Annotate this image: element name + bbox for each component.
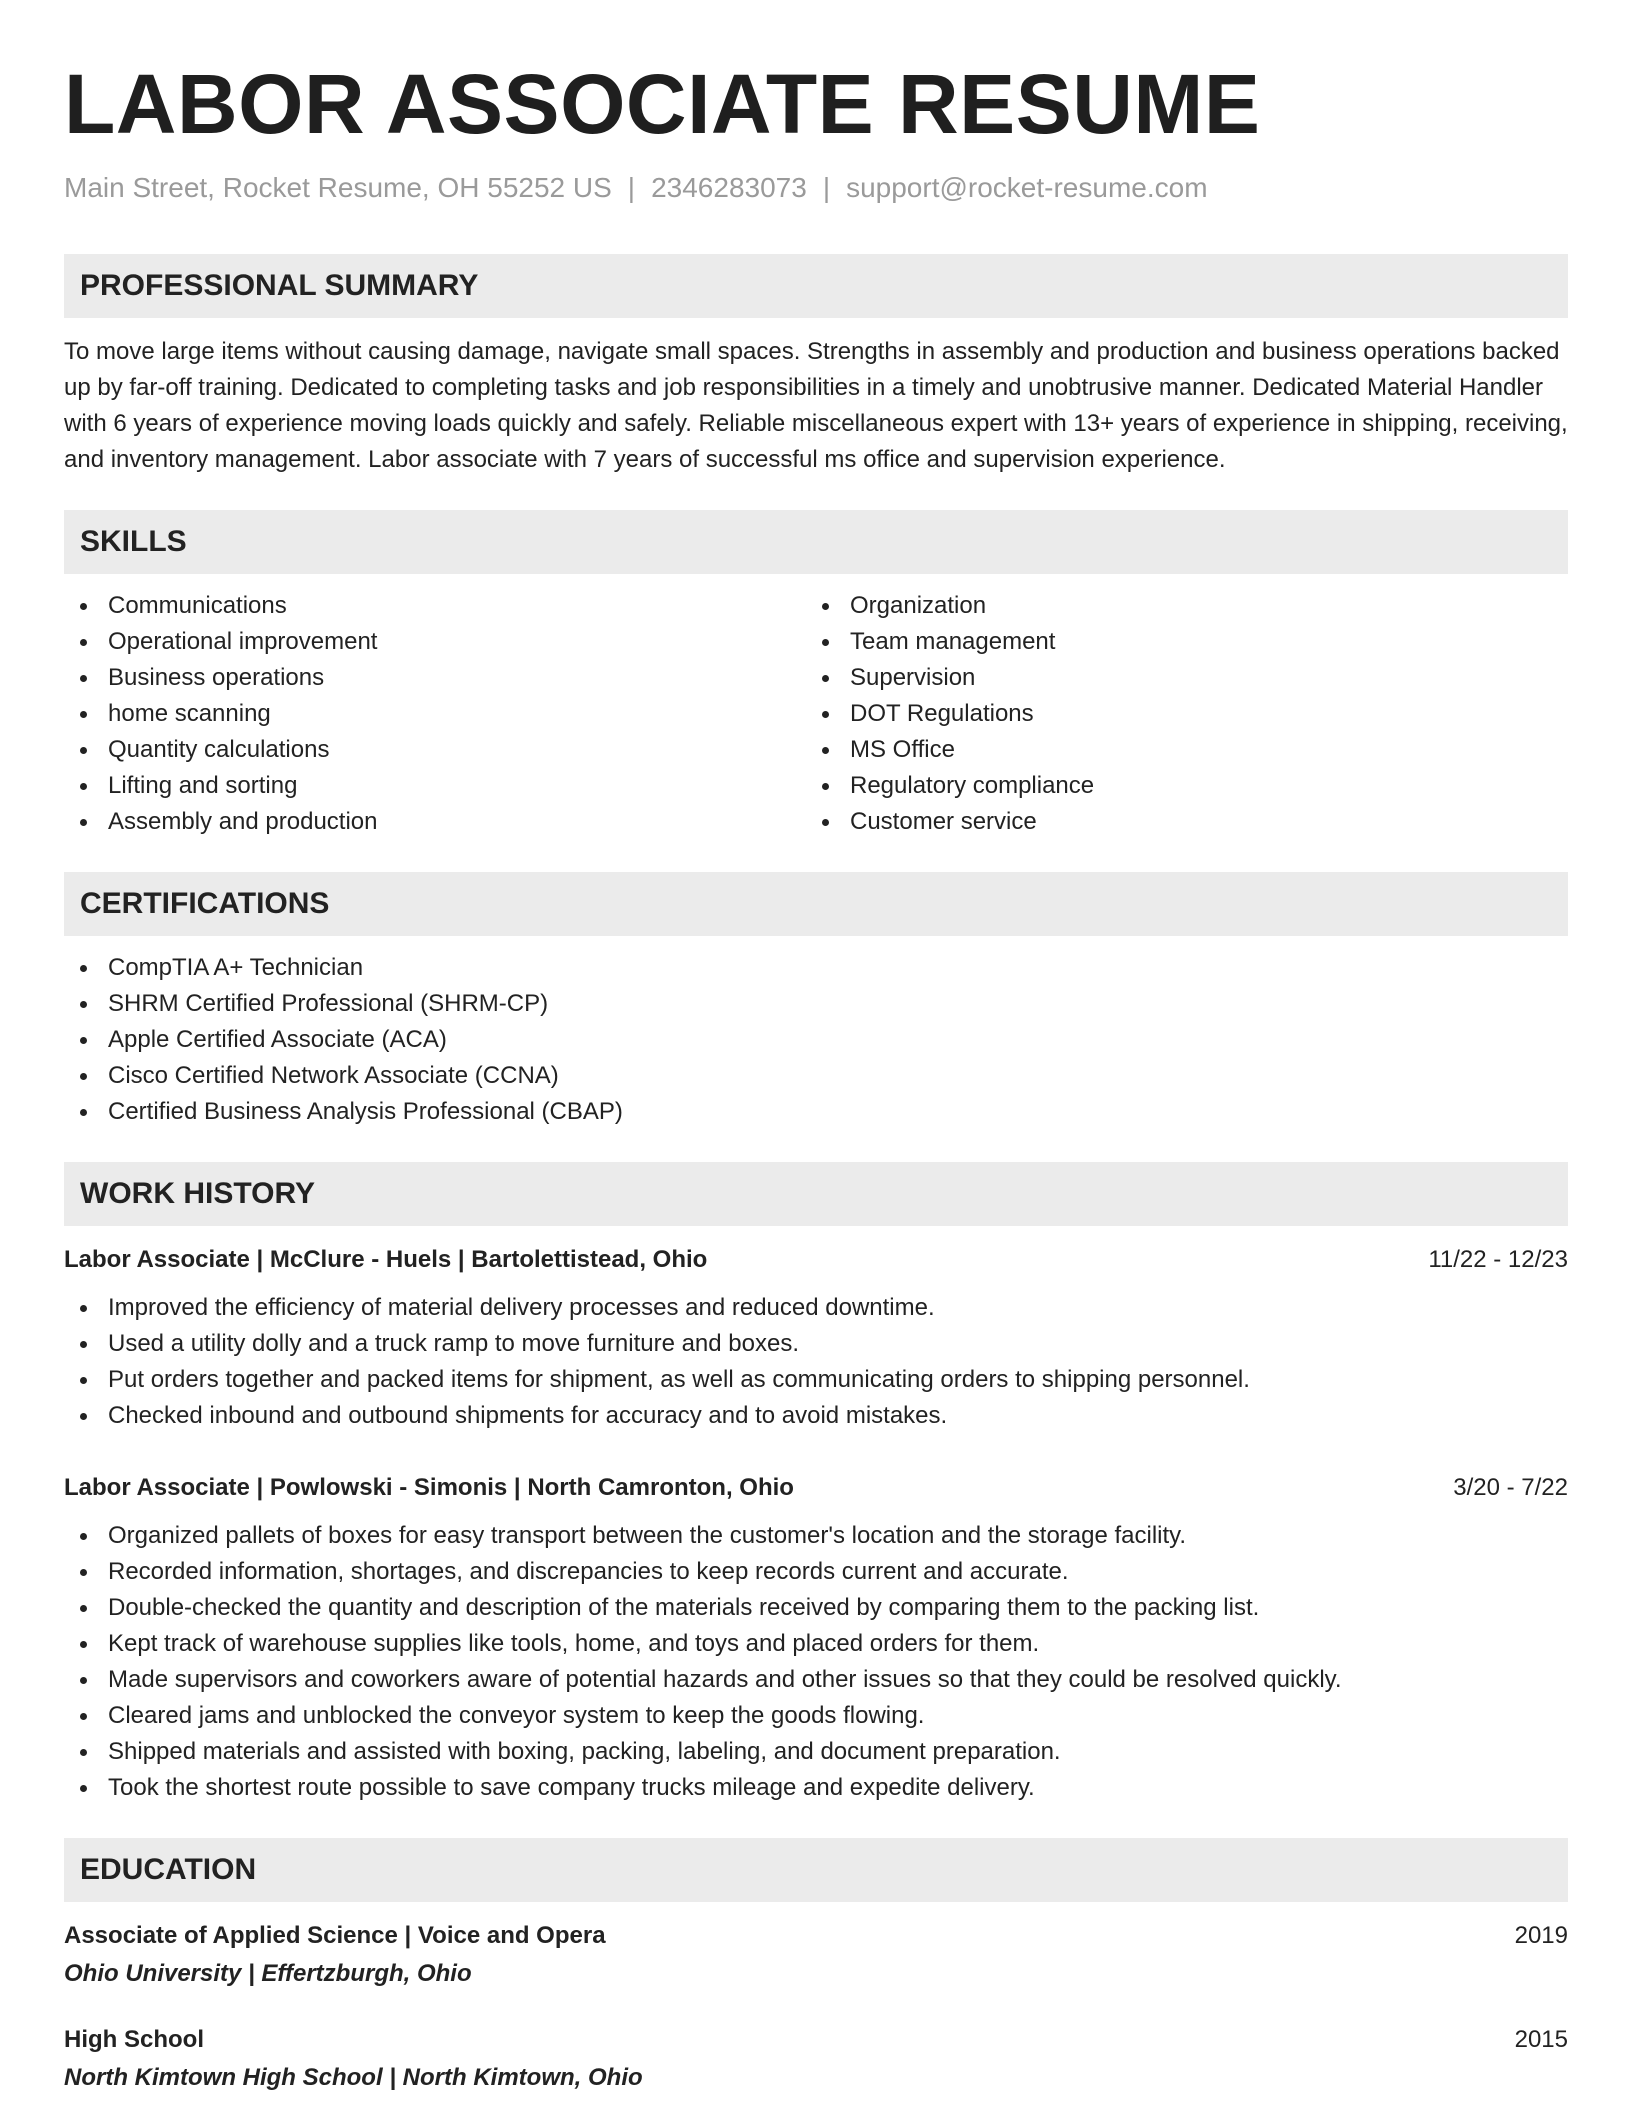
job-bullet: Improved the efficiency of material delivery processes and reduced downtime.: [64, 1290, 1568, 1326]
contact-address: Main Street, Rocket Resume, OH 55252 US: [64, 172, 612, 203]
certification-item: Certified Business Analysis Professional (CBAP): [64, 1094, 1568, 1130]
education-school: North Kimtown High School | North Kimtown, Ohio: [64, 2064, 643, 2091]
skill-item: MS Office: [806, 732, 1548, 768]
job-dates: 11/22 - 12/23: [1428, 1246, 1568, 1273]
job-bullet: Put orders together and packed items for shipment, as well as communicating orders to shipping personnel.: [64, 1362, 1568, 1398]
skill-item: Quantity calculations: [64, 732, 806, 768]
contact-separator: |: [822, 172, 831, 203]
contact-separator: |: [627, 172, 636, 203]
work-history-section: [64, 1162, 1568, 1806]
resume-title: LABOR ASSOCIATE RESUME: [64, 57, 1261, 151]
education-header: [64, 1916, 1568, 1956]
job-dates: 3/20 - 7/22: [1453, 1474, 1568, 1501]
certification-item: SHRM Certified Professional (SHRM-CP): [64, 986, 1568, 1022]
job-bullet: Made supervisors and coworkers aware of potential hazards and other issues so that they could be resolved quickly.: [64, 1662, 1568, 1698]
contact-email: support@rocket-resume.com: [846, 172, 1208, 203]
job-title: Labor Associate | McClure - Huels | Bartolettistead, Ohio: [64, 1246, 708, 1273]
skill-item: Customer service: [806, 804, 1548, 840]
education-degree: High School: [64, 2026, 204, 2053]
contact-line: [64, 172, 1568, 204]
job-bullet: Took the shortest route possible to save company trucks mileage and expedite delivery.: [64, 1770, 1568, 1806]
job-entry: [64, 1240, 1568, 1434]
certification-item: Apple Certified Associate (ACA): [64, 1022, 1568, 1058]
certification-item: Cisco Certified Network Associate (CCNA): [64, 1058, 1568, 1094]
skill-item: Regulatory compliance: [806, 768, 1548, 804]
skill-item: Supervision: [806, 660, 1548, 696]
skills-list-right: [806, 588, 1548, 840]
skill-item: Operational improvement: [64, 624, 806, 660]
education-degree: Associate of Applied Science | Voice and Opera: [64, 1922, 606, 1949]
job-bullet: Cleared jams and unblocked the conveyor system to keep the goods flowing.: [64, 1698, 1568, 1734]
section-heading: EDUCATION: [64, 1838, 1568, 1902]
certifications-list: [64, 950, 1568, 1130]
skill-item: Team management: [806, 624, 1548, 660]
summary-text: To move large items without causing damage, navigate small spaces. Strengths in assembly and production and business operations backed up by far-off training. Dedicated to completing tasks and job responsibilities in a timely and unobtrusive manner. Dedicated Material Handler with 6 years of experience moving loads quickly and safely. Reliable miscellaneous expert with 13+ years of experience in shipping, receiving, and inventory management. Labor associate with 7 years of successful ms office and supervision experience.: [64, 338, 1568, 473]
job-bullets: [64, 1518, 1568, 1806]
certification-item: CompTIA A+ Technician: [64, 950, 1568, 986]
education-section: [64, 1838, 1568, 2096]
certifications-section: [64, 872, 1568, 1130]
job-bullet: Organized pallets of boxes for easy transport between the customer's location and the storage facility.: [64, 1518, 1568, 1554]
summary-section: [64, 254, 1568, 478]
section-heading: PROFESSIONAL SUMMARY: [64, 254, 1568, 318]
contact-phone: 2346283073: [651, 172, 807, 203]
skills-grid: [64, 588, 1568, 840]
job-bullet: Double-checked the quantity and description of the materials received by comparing them to the packing list.: [64, 1590, 1568, 1626]
job-entry: [64, 1468, 1568, 1806]
skill-item: Business operations: [64, 660, 806, 696]
job-header: [64, 1468, 1568, 1508]
skill-item: Organization: [806, 588, 1548, 624]
section-heading: WORK HISTORY: [64, 1162, 1568, 1226]
skill-item: Assembly and production: [64, 804, 806, 840]
education-year: 2019: [1514, 1922, 1568, 1949]
skill-item: Lifting and sorting: [64, 768, 806, 804]
education-header: [64, 2020, 1568, 2060]
section-heading: CERTIFICATIONS: [64, 872, 1568, 936]
education-entry: [64, 1916, 1568, 1992]
education-school: Ohio University | Effertzburgh, Ohio: [64, 1960, 472, 1987]
job-bullet: Used a utility dolly and a truck ramp to move furniture and boxes.: [64, 1326, 1568, 1362]
job-bullets: [64, 1290, 1568, 1434]
skill-item: DOT Regulations: [806, 696, 1548, 732]
skills-section: [64, 510, 1568, 840]
skill-item: Communications: [64, 588, 806, 624]
skills-list-left: [64, 588, 806, 840]
skill-item: home scanning: [64, 696, 806, 732]
job-title: Labor Associate | Powlowski - Simonis | North Camronton, Ohio: [64, 1474, 794, 1501]
education-year: 2015: [1514, 2026, 1568, 2053]
section-heading: SKILLS: [64, 510, 1568, 574]
job-header: [64, 1240, 1568, 1280]
job-bullet: Recorded information, shortages, and discrepancies to keep records current and accurate.: [64, 1554, 1568, 1590]
job-bullet: Checked inbound and outbound shipments for accuracy and to avoid mistakes.: [64, 1398, 1568, 1434]
job-bullet: Shipped materials and assisted with boxing, packing, labeling, and document preparation.: [64, 1734, 1568, 1770]
education-entry: [64, 2020, 1568, 2096]
job-bullet: Kept track of warehouse supplies like tools, home, and toys and placed orders for them.: [64, 1626, 1568, 1662]
